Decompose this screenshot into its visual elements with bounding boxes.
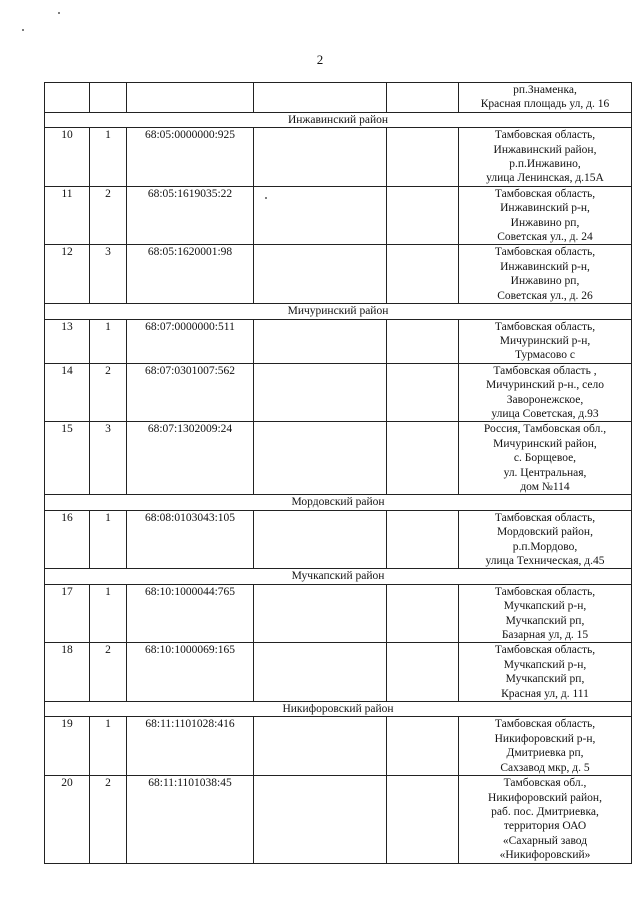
table-row <box>45 422 632 495</box>
district-row <box>45 702 632 717</box>
row-number: 15 <box>45 422 90 495</box>
address-line: Мучкапский рп, <box>505 614 585 627</box>
empty-cell <box>387 319 459 363</box>
row-sub-number: 2 <box>90 776 127 863</box>
address-line: рп.Знаменка, <box>513 84 577 96</box>
address-line: Тамбовская область, <box>494 187 596 200</box>
address-line: дом №114 <box>520 480 570 493</box>
address-line: р.п.Инжавино, <box>509 158 581 171</box>
address-line: Инжавинский р-н, <box>500 202 590 215</box>
cadastral-number: 68:11:1101028:416 <box>127 717 254 776</box>
address-line: ул. Центральная, <box>503 466 587 479</box>
address-cell <box>459 643 632 702</box>
address-line: Инжавино рп, <box>510 275 580 288</box>
row-number: 11 <box>45 186 90 245</box>
continuation-row <box>45 83 632 113</box>
address-line: «Никифоровский» <box>499 849 591 862</box>
cadastral-number: 68:10:1000069:165 <box>127 643 254 702</box>
empty-cell <box>254 584 387 643</box>
table-row <box>45 186 632 245</box>
address-line: улица Советская, д.93 <box>491 407 599 420</box>
cadastral-number: 68:07:0301007:562 <box>127 363 254 422</box>
address-line: Тамбовская область, <box>494 320 596 333</box>
row-sub-number: 1 <box>90 319 127 363</box>
address-cell <box>459 776 632 863</box>
row-number: 12 <box>45 245 90 304</box>
empty-cell <box>254 128 387 187</box>
address-line: Тамбовская область, <box>494 585 596 598</box>
address-line: Советская ул., д. 24 <box>497 231 593 244</box>
address-cell <box>459 83 632 113</box>
address-line: Тамбовская область, <box>494 718 596 731</box>
address-line: Мичуринский р-н., село <box>485 379 605 392</box>
table-row <box>45 643 632 702</box>
district-row <box>45 112 632 127</box>
address-line: Мичуринский р-н, <box>499 334 591 347</box>
district-name: Мордовский район <box>45 495 632 510</box>
address-line: Россия, Тамбовская обл., <box>483 423 607 436</box>
row-sub-number: 2 <box>90 186 127 245</box>
cadastral-number: 68:05:1620001:98 <box>127 245 254 304</box>
table-row <box>45 128 632 187</box>
property-table <box>44 82 632 864</box>
address-line: с. Борщевое, <box>513 452 577 465</box>
empty-cell <box>387 128 459 187</box>
empty-cell <box>387 776 459 863</box>
empty-cell <box>254 363 387 422</box>
address-line: улица Техническая, д.45 <box>485 555 605 567</box>
row-number: 20 <box>45 776 90 863</box>
address-cell <box>459 245 632 304</box>
address-cell <box>459 717 632 776</box>
address-cell <box>459 584 632 643</box>
empty-cell <box>387 83 459 113</box>
address-line: Тамбовская область , <box>493 364 597 377</box>
address-line: Советская ул., д. 26 <box>497 289 593 302</box>
address-line: Красная площадь ул, д. 16 <box>480 98 610 111</box>
address-line: раб. пос. Дмитриевка, <box>491 805 599 818</box>
address-line: Мучкапский р-н, <box>503 600 587 613</box>
address-cell <box>459 363 632 422</box>
row-sub-number: 1 <box>90 510 127 569</box>
row-number: 16 <box>45 510 90 569</box>
row-sub-number: 2 <box>90 363 127 422</box>
cadastral-number: 68:11:1101038:45 <box>127 776 254 863</box>
cadastral-number: 68:07:1302009:24 <box>127 422 254 495</box>
cadastral-number: 68:05:1619035:22 <box>127 186 254 245</box>
empty-cell <box>254 776 387 863</box>
address-line: Тамбовская область, <box>494 129 596 142</box>
address-line: Мордовский район, <box>497 526 593 539</box>
table-row <box>45 245 632 304</box>
address-line: Мичуринский район, <box>493 437 597 450</box>
address-line: Инжавинский р-н, <box>500 260 590 273</box>
district-row <box>45 569 632 584</box>
address-cell <box>459 186 632 245</box>
address-cell <box>459 510 632 569</box>
empty-cell <box>254 643 387 702</box>
row-number: 10 <box>45 128 90 187</box>
address-line: Тамбовская область, <box>494 246 596 259</box>
address-line: Сахзавод мкр, д. 5 <box>500 761 590 774</box>
empty-cell <box>387 422 459 495</box>
empty-cell <box>254 422 387 495</box>
district-row <box>45 304 632 319</box>
address-line: Никифоровский р-н, <box>494 732 596 745</box>
empty-cell <box>387 717 459 776</box>
scan-speck <box>58 12 60 14</box>
table-row <box>45 584 632 643</box>
empty-cell <box>254 510 387 569</box>
address-cell <box>459 128 632 187</box>
row-number: 14 <box>45 363 90 422</box>
district-row <box>45 495 632 510</box>
address-line: Инжавино рп, <box>510 216 580 229</box>
empty-cell <box>387 643 459 702</box>
cadastral-number: 68:10:1000044:765 <box>127 584 254 643</box>
cadastral-number: 68:08:0103043:105 <box>127 510 254 569</box>
empty-cell <box>387 584 459 643</box>
row-number: 18 <box>45 643 90 702</box>
empty-cell <box>90 83 127 113</box>
page-number: 2 <box>316 52 324 67</box>
address-line: Красная ул, д. 111 <box>501 687 589 700</box>
address-cell <box>459 422 632 495</box>
address-line: «Сахарный завод <box>502 834 588 847</box>
address-line: Тамбовская область, <box>494 644 596 657</box>
table-row <box>45 363 632 422</box>
district-name: Инжавинский район <box>45 112 632 127</box>
address-line: Тамбовская обл., <box>503 777 587 790</box>
row-sub-number: 3 <box>90 422 127 495</box>
address-line: улица Ленинская, д.15А <box>486 172 604 185</box>
district-name: Никифоровский район <box>45 702 632 717</box>
row-number: 17 <box>45 584 90 643</box>
row-number: 13 <box>45 319 90 363</box>
empty-cell <box>254 319 387 363</box>
empty-cell <box>387 245 459 304</box>
empty-cell <box>127 83 254 113</box>
address-line: Турмасово с <box>514 349 575 362</box>
row-sub-number: 1 <box>90 717 127 776</box>
empty-cell <box>254 245 387 304</box>
address-line: Дмитриевка рп, <box>506 747 584 760</box>
empty-cell <box>254 83 387 113</box>
address-line: Никифоровский район, <box>488 791 602 804</box>
address-cell <box>459 319 632 363</box>
row-sub-number: 1 <box>90 128 127 187</box>
cadastral-number: 68:05:0000000:925 <box>127 128 254 187</box>
row-sub-number: 1 <box>90 584 127 643</box>
address-line: Инжавинский район, <box>493 143 597 156</box>
district-name: Мучкапский район <box>45 569 632 584</box>
row-sub-number: 3 <box>90 245 127 304</box>
table-row <box>45 776 632 863</box>
scan-speck <box>265 197 267 199</box>
district-name: Мичуринский район <box>45 304 632 319</box>
empty-cell <box>387 510 459 569</box>
empty-cell <box>387 186 459 245</box>
empty-cell <box>387 363 459 422</box>
address-line: р.п.Мордово, <box>512 540 578 553</box>
empty-cell <box>45 83 90 113</box>
table-row <box>45 717 632 776</box>
address-line: Мучкапский рп, <box>505 673 585 686</box>
table-row <box>45 319 632 363</box>
cadastral-number: 68:07:0000000:511 <box>127 319 254 363</box>
address-line: территория ОАО <box>503 820 587 833</box>
address-line: Базарная ул, д. 15 <box>501 629 589 642</box>
address-line: Мучкапский р-н, <box>503 658 587 671</box>
address-line: Заворонежское, <box>506 393 584 406</box>
table-row <box>45 510 632 569</box>
empty-cell <box>254 717 387 776</box>
scan-speck <box>22 29 24 31</box>
empty-cell <box>254 186 387 245</box>
address-line: Тамбовская область, <box>494 511 596 524</box>
row-sub-number: 2 <box>90 643 127 702</box>
row-number: 19 <box>45 717 90 776</box>
